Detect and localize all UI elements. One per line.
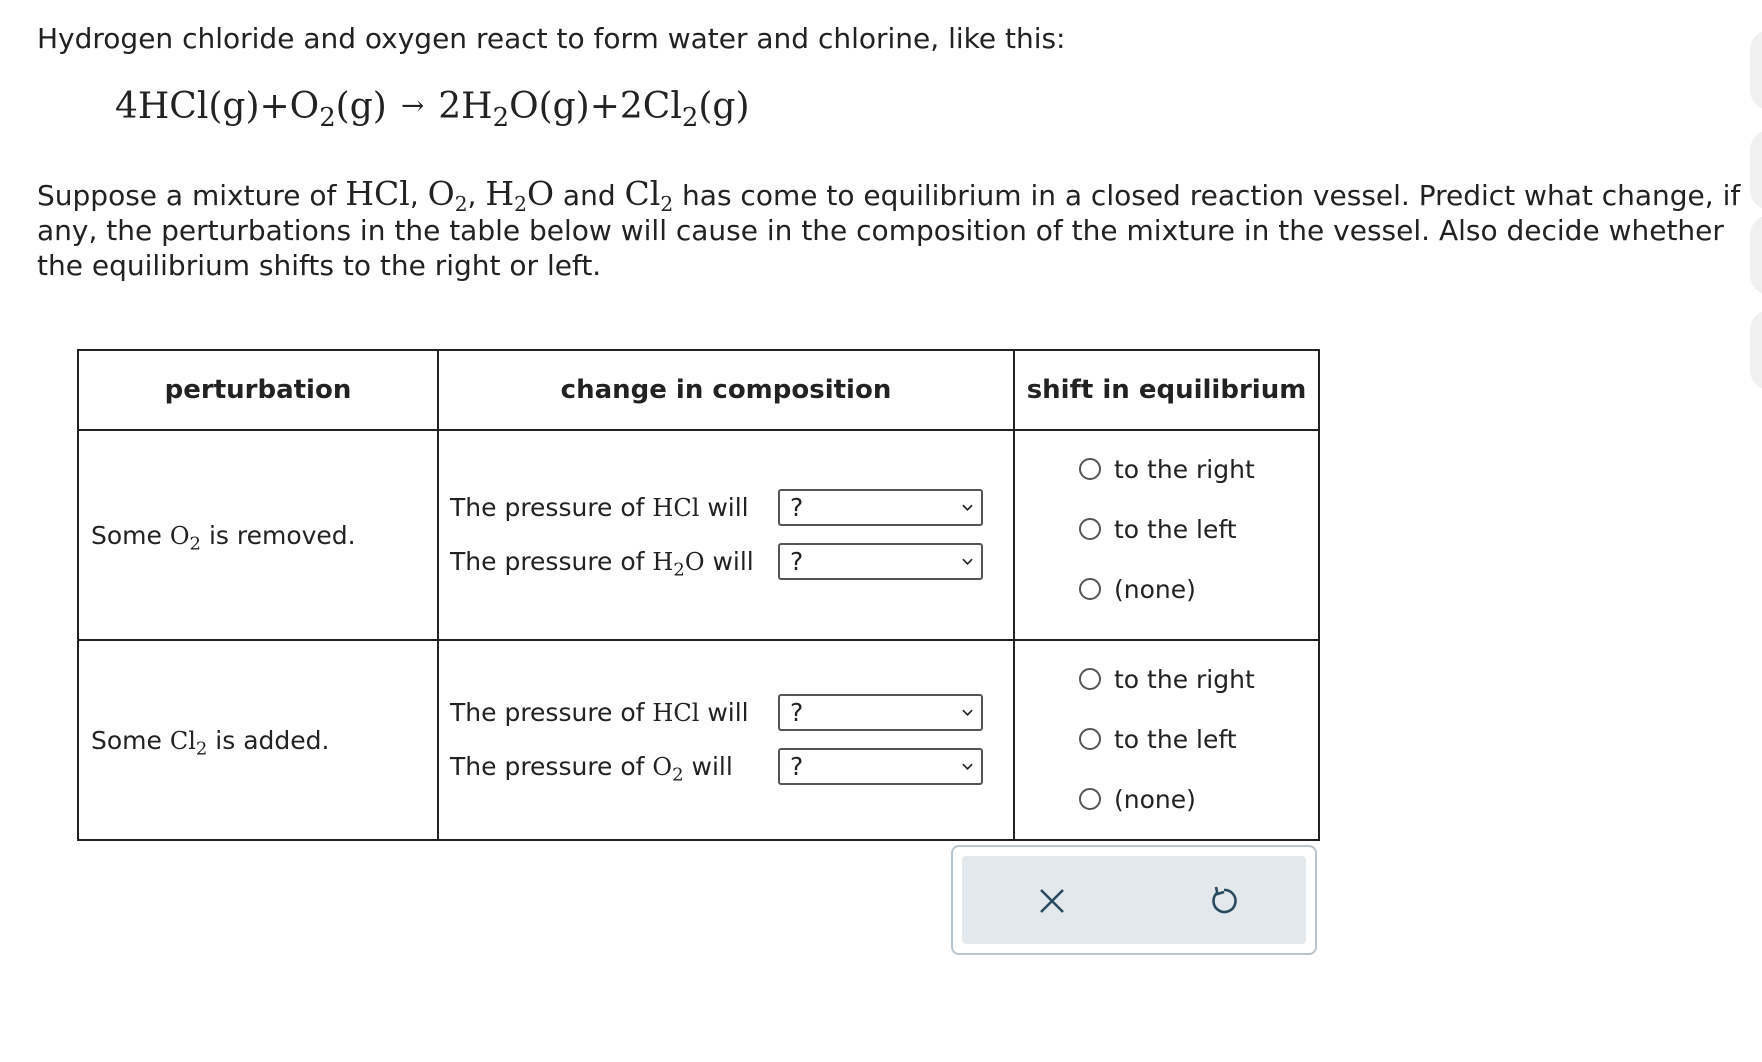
perturbation-cell: Some $O_2$ is removed. (78, 430, 438, 640)
pressure-hcl-select[interactable]: ? (778, 694, 983, 731)
radio-option[interactable]: to the left (1015, 509, 1318, 549)
shift-radio-group (1015, 641, 1318, 819)
header-perturbation: perturbation (78, 350, 438, 430)
edge-tab[interactable] (1750, 310, 1762, 390)
radio-option[interactable]: to the right (1015, 449, 1318, 489)
radio-option[interactable]: to the right (1015, 659, 1318, 699)
composition-cell (438, 640, 1014, 840)
header-shift-in-equilibrium: shift in equilibrium (1014, 350, 1319, 430)
composition-label: The pressure of HCl will (450, 493, 749, 522)
intro-text: Hydrogen chloride and oxygen react to form water and chlorine, like this: (37, 22, 1066, 55)
radio-button[interactable] (1079, 518, 1101, 540)
radio-button[interactable] (1079, 578, 1101, 600)
radio-option[interactable]: to the left (1015, 719, 1318, 759)
shift-cell (1014, 640, 1319, 840)
edge-tab[interactable] (1750, 215, 1762, 295)
composition-line (439, 542, 1013, 582)
composition-line (439, 488, 1013, 528)
composition-label: The pressure of $H_2O$ will (450, 547, 754, 581)
composition-line (439, 747, 1013, 787)
x-icon (1034, 883, 1070, 919)
composition-cell (438, 430, 1014, 640)
chevron-down-icon (962, 502, 973, 513)
edge-tab[interactable] (1750, 30, 1762, 110)
pressure-o2-select[interactable]: ? (778, 748, 983, 785)
reset-button[interactable] (1206, 883, 1242, 919)
chevron-down-icon (962, 761, 973, 772)
pressure-hcl-select[interactable]: ? (778, 489, 983, 526)
perturbation-table (77, 349, 1320, 841)
action-panel-inner (962, 856, 1306, 944)
problem-prompt: Suppose a mixture of HCl, $O_2$, $H_2O$ and $Cl_2$ has come to equilibrium in a closed reaction vessel. Predict what change, if any, the perturbations in the table below will cause in the composition of the mixture in the vessel. Also decide whether the equilibrium shifts to the right or left. (37, 174, 1741, 282)
radio-option[interactable]: (none) (1015, 569, 1318, 609)
composition-line (439, 693, 1013, 733)
radio-button[interactable] (1079, 728, 1101, 750)
action-panel (951, 845, 1317, 955)
chevron-down-icon (962, 556, 973, 567)
table-row (78, 430, 1319, 640)
undo-icon (1206, 883, 1242, 919)
pressure-h2o-select[interactable]: ? (778, 543, 983, 580)
shift-radio-group (1015, 431, 1318, 609)
radio-button[interactable] (1079, 458, 1101, 480)
composition-label: The pressure of $O_2$ will (450, 752, 733, 786)
table-row (78, 640, 1319, 840)
composition-label: The pressure of HCl will (450, 698, 749, 727)
shift-cell (1014, 430, 1319, 640)
perturbation-cell: Some $Cl_2$ is added. (78, 640, 438, 840)
reaction-arrow: → (400, 89, 425, 122)
reaction-equation: $4HCl(g)+O_2(g) \to 2H_2O(g)+2Cl_2(g)$ (115, 86, 750, 133)
edge-tab[interactable] (1750, 130, 1762, 210)
radio-button[interactable] (1079, 668, 1101, 690)
clear-button[interactable] (1034, 883, 1070, 919)
radio-button[interactable] (1079, 788, 1101, 810)
radio-option[interactable]: (none) (1015, 779, 1318, 819)
chevron-down-icon (962, 707, 973, 718)
header-change-in-composition: change in composition (438, 350, 1014, 430)
